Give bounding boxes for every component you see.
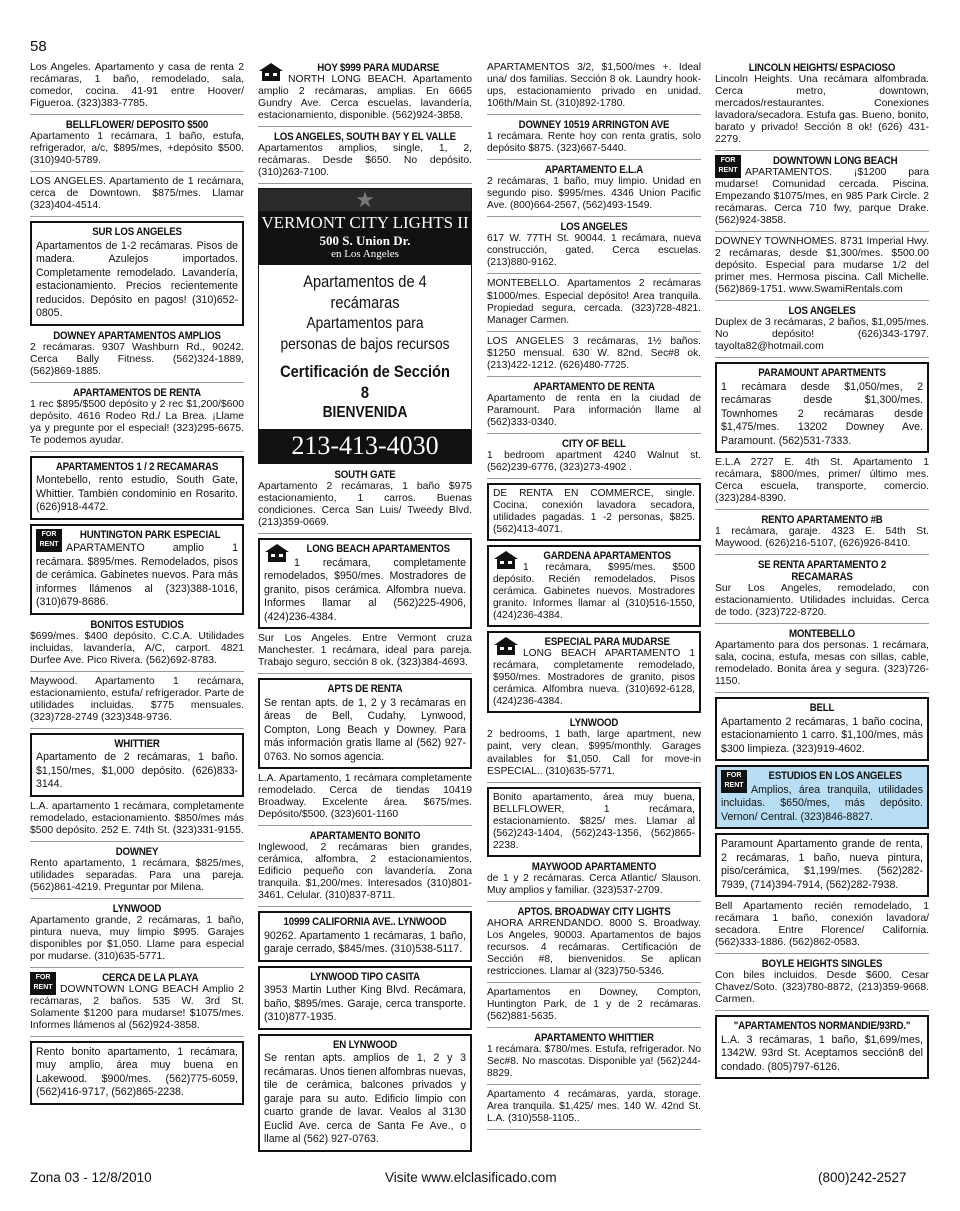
column-4 xyxy=(715,62,929,1083)
listing-heading: DOWNTOWN LONG BEACH xyxy=(772,155,898,167)
listing-heading: APTS DE RENTA xyxy=(327,683,403,695)
banner-address: 500 S. Union Dr. xyxy=(319,233,411,248)
listing-c14 xyxy=(487,861,701,902)
listing-heading: APARTAMENTO BONITO xyxy=(309,830,421,842)
listing-body: 1 bedroom apartment 4240 Walnut st. (562)239-6776, (323)273-4902 . xyxy=(487,449,701,473)
listing-a07 xyxy=(30,456,244,520)
listing-body: APARTAMENTOS. ¡$1200 para mudarse! Comunidad cercada. Piscina. Empezando $1075/mes, en 985 Park Circle. 2 recámaras. Cerca 710 fwy, parque Drake. (562)924-3858. xyxy=(715,167,929,226)
listing-body: APARTAMENTO amplio 1 recámara. $895/mes. Remodelados, pisos de cerámica. Gabinetes nuevos. Para más informes llámenos al (323)388-1016, (310)679-8686. xyxy=(36,542,238,608)
listing-b02 xyxy=(258,131,472,184)
listing-body: DOWNTOWN LONG BEACH Amplio 2 recámaras, 2 baños. 535 W. 3rd St. Solamente $1200 para mudarse! $1075/mes. Informes llámenos al (562)924-3858. xyxy=(30,983,244,1031)
listing-heading: RENTO APARTAMENTO #B xyxy=(761,514,883,526)
listing-d14 xyxy=(715,958,929,1011)
listing-b11 xyxy=(258,1034,472,1152)
listing-body: Apartamento 2 recámaras, 1 baño $975 estacionamiento, 1 carros. Buenas condiciones. Cerca San Luis/ Tweedy Blvd. (213)359-0669. xyxy=(258,481,472,528)
listing-a15 xyxy=(30,972,244,1037)
listing-c10 xyxy=(487,545,701,627)
listing-c01: APARTAMENTOS 3/2, $1,500/mes +. Ideal una/ dos familias. Sección 8 ok. Laundry hook-ups, estacionamiento privado en unidad. 106th/Main St. (310)892-1780. xyxy=(487,62,701,115)
listing-b01 xyxy=(258,62,472,127)
listing-heading: LYNWOOD xyxy=(112,902,162,915)
listing-heading: APTOS. BROADWAY CITY LIGHTS xyxy=(517,905,671,918)
listing-body: Lincoln Heights. Una recámara alfombrada. Cerca metro, downtown, mercados/restaurantes. Conexiones lavadora/secadora. Estufa gas. Bueno, bonito, barato y privado! Sección 8 ok! (626) 431-2279. xyxy=(715,74,929,145)
listing-a10: Maywood. Apartamento 1 recámara, estacionamiento, estufa/ refrigerador. Parte de utilidades incluidas. $775 mensuales. (323)728-2749 (323)348-9736. xyxy=(30,676,244,729)
listing-heading: APARTAMENTO WHITTIER xyxy=(534,1032,654,1045)
star-icon: ★ xyxy=(355,187,375,212)
listing-body: Apartamentos de 1-2 recámaras. Pisos de madera. Azulejos importados. Completamente remodelado. Lavandería, estacionamiento. Precios recientemente reducidos. Depósito en pagos! (310)652-0805. xyxy=(36,239,238,319)
listing-a13 xyxy=(30,846,244,899)
vermont-city-lights-ad xyxy=(258,188,472,464)
listing-heading: PARAMOUNT APARTMENTS xyxy=(758,367,886,379)
listing-c13: Bonito apartamento, área muy buena, BELLFLOWER, 1 recámara, estacionamiento. $825/ mes. Llamar al (562)243-1404, (562)243-1356, (562)865-2238. xyxy=(487,787,701,857)
listing-d04 xyxy=(715,305,929,358)
listing-body: Amplios, área tranquila, utilidades incluidas. $650/mes, más depósito. Vernon/ Central. (323)846-8827. xyxy=(721,783,923,823)
listing-d11 xyxy=(715,765,929,829)
listing-heading: LINCOLN HEIGHTS/ ESPACIOSO xyxy=(748,62,896,74)
listing-heading: DOWNEY APARTAMENTOS AMPLIOS xyxy=(53,329,221,342)
banner-line-2: Apartamentos para personas de bajos recursos xyxy=(280,315,450,353)
listing-body: 1 rec $895/$500 depósito y 2 rec $1,200/$600 depósito. 4616 Rodeo Rd./ La Brea. ¡Llame ya y pregunte por el especial! (323)295-6675. Te podemos ayudar. xyxy=(30,398,244,446)
listing-body: Se rentan apts. de 1, 2 y 3 recámaras en áreas de Bell, Cudahy, Lynwood, Compton, Long Beach y Downey. Para más información gratis llame al (562) 927-0763. No somos agencia. xyxy=(264,696,466,763)
listing-c04 xyxy=(487,221,701,274)
listing-a05 xyxy=(30,330,244,383)
listing-d05 xyxy=(715,362,929,453)
listing-b05: Sur Los Angeles. Entre Vermont cruza Manchester. 1 recámara, ideal para pareja. Trabajo seguro, sección 8 ok. (323)384-4693. xyxy=(258,633,472,674)
listing-heading: BELL xyxy=(809,702,835,714)
listing-heading: SOUTH GATE xyxy=(334,469,396,481)
listing-a06 xyxy=(30,387,244,452)
listing-d07 xyxy=(715,514,929,555)
listing-d08 xyxy=(715,559,929,624)
listing-body: 2 bedrooms, 1 bath, large apartment, new paint, very clean, $995/monthly. Garages availables for $1,050. Call for move-in ESPECIAL.. (310)635-5771. xyxy=(487,729,701,777)
listing-body: 617 W. 77TH St. 90044. 1 recámara, nueva construcción, gated. Cerca escuelas. (213)880-9162. xyxy=(487,233,701,269)
listing-body: Apartamentos amplios, single, 1, 2, recámaras. Desde $650. No depósito. (310)263-7100. xyxy=(258,143,472,178)
banner-line-1: Apartamentos de 4 recámaras xyxy=(303,272,427,312)
listing-c11 xyxy=(487,631,701,713)
banner-phone: 213-413-4030 xyxy=(291,431,439,460)
banner-city: en Los Angeles xyxy=(331,248,399,260)
listing-c17 xyxy=(487,1032,701,1085)
listing-heading: CERCA DE LA PLAYA xyxy=(102,971,199,984)
listing-a02 xyxy=(30,119,244,172)
listing-heading: GARDENA APARTAMENTOS xyxy=(543,550,671,563)
listing-d13: Bell Apartamento recién remodelado, 1 recámara 1 baño, conexión lavadora/ secadora. Entre Florence/ California. (562)333-1886. (562)862-0583. xyxy=(715,901,929,954)
listing-heading: BELLFLOWER/ DEPOSITO $500 xyxy=(65,119,209,131)
listing-heading: LONG BEACH APARTAMENTOS xyxy=(306,543,450,555)
listing-a11 xyxy=(30,733,244,797)
listing-b06 xyxy=(258,678,472,769)
listing-body: $699/mes. $400 depósito. C.C.A. Utilidades incluidas, lavandería, A/C, carport. 4821 Durfee Ave. Pico Rivera. (562)692-8783. xyxy=(30,630,244,666)
banner-title: VERMONT CITY LIGHTS II xyxy=(261,213,469,232)
listing-body: NORTH LONG BEACH. Apartamento amplio 2 recámaras, amplias. En 6665 Gundry Ave. Cerca escuelas, lavandería, estacionamiento, disponible. (562)924-3858. xyxy=(258,74,472,121)
listing-d10 xyxy=(715,697,929,761)
listing-body: 1 recámara, $995/mes. $500 depósito. Recién remodelados. Pisos cerámica. Gabinetes nuevos. Mostradores granito. Informes llamar al (310)516-1550, (424)236-4384. xyxy=(493,562,695,622)
listing-body: AHORA ARRENDANDO. 8000 S. Broadway. Los Angeles, 90003. Apartamentos de bajos recursos. 4 recámaras. Certificación de Sección #8, bienvenidos. Se aplican restricciones. Llamar al (323)750-5346. xyxy=(487,917,701,977)
listing-c12 xyxy=(487,717,701,782)
listing-c15 xyxy=(487,906,701,983)
listing-b10 xyxy=(258,966,472,1030)
column-2 xyxy=(258,62,472,1156)
listing-heading: "APARTAMENTOS NORMANDIE/93RD." xyxy=(733,1020,911,1032)
listing-d12: Paramount Apartamento grande de renta, 2 recámaras, 1 baño, nueva pintura, piso/cerámica, $1,199/mes. (562)282-7939, (714)394-7914, (562)282-7938. xyxy=(715,833,929,897)
listing-body: Duplex de 3 recámaras, 2 baños, $1,095/mes. No depósito! (626)343-1797. tayolta82@hotmail.com xyxy=(715,317,929,352)
for-rent-badge: FOR RENT xyxy=(715,155,741,178)
listing-d01 xyxy=(715,62,929,151)
listing-heading: APARTAMENTOS 1 / 2 RECAMARAS xyxy=(55,460,219,473)
listing-heading: DOWNEY xyxy=(115,845,159,858)
footer-phone: (800)242-2527 xyxy=(818,1170,907,1185)
listing-b03 xyxy=(258,469,472,534)
listing-d02 xyxy=(715,155,929,232)
for-rent-badge: FOR RENT xyxy=(36,529,62,552)
listing-body: 1 recámara. $780/mes. Estufa, refrigerador. No Sec#8. No mascotas. Disponible ya! (562)244-8829. xyxy=(487,1044,701,1080)
footer-zone-date: Zona 03 - 12/8/2010 xyxy=(30,1170,152,1185)
listing-heading: HOY $999 PARA MUDARSE xyxy=(317,62,440,74)
listing-heading: DOWNEY 10519 ARRINGTON AVE xyxy=(518,119,670,132)
banner-body xyxy=(259,265,471,429)
listing-c06: LOS ANGELES 3 recámaras, 1½ baños. $1250 mensual. 630 W. 82nd. Sec#8 ok. (213)422-1212. (626)480-7725. xyxy=(487,336,701,377)
listing-heading: ESTUDIOS EN LOS ANGELES xyxy=(768,770,902,782)
listing-d15 xyxy=(715,1015,929,1079)
listing-heading: MONTEBELLO xyxy=(789,628,855,640)
listing-body: 1 recámara, garaje. 4323 E. 54th St. Maywood. (626)216-5107, (626)926-8410. xyxy=(715,526,929,549)
listing-heading: LYNWOOD xyxy=(569,717,619,730)
for-rent-badge: FOR RENT xyxy=(30,972,56,995)
listing-body: 1 recámara. Rente hoy con renta gratis, solo depósito $875. (323)667-5440. xyxy=(487,131,701,155)
listing-body: 3953 Martin Luther King Blvd. Recámara, baño, $895/mes. Garaje, cerca transporte. (310)877-1935. xyxy=(264,984,466,1023)
listing-a09 xyxy=(30,619,244,672)
listing-body: Apartamento 1 recámara, 1 baño, estufa, refrigerador, a/c, $895/mes, +depósito $500. (310)940-5789. xyxy=(30,131,244,166)
listing-a16: Rento bonito apartamento, 1 recámara, muy amplio, área muy buena en Lakewood. $900/mes. (562)775-6059, (562)416-9717, (562)865-2238. xyxy=(30,1041,244,1105)
listing-heading: EN LYNWOOD xyxy=(332,1038,398,1051)
listing-body: Rento apartamento, 1 recámara, $825/mes, utilidades separadas. Para una pareja. (562)861-4219. Preguntar por Milena. xyxy=(30,857,244,893)
for-rent-badge: FOR RENT xyxy=(721,770,747,793)
listing-heading: APARTAMENTOS DE RENTA xyxy=(73,386,201,399)
listing-b09 xyxy=(258,911,472,962)
listing-a03: LOS ANGELES. Apartamento de 1 recámara, cerca de Downtown. $875/mes. Llamar (323)404-4514. xyxy=(30,176,244,217)
listing-body: Montebello, rento estudio, South Gate, Whittier. También condominio en Rosarito. (626)918-4472. xyxy=(36,474,238,513)
listing-c02 xyxy=(487,119,701,160)
column-1 xyxy=(30,62,244,1109)
listing-heading: HUNTINGTON PARK ESPECIAL xyxy=(79,528,221,541)
listing-d03: DOWNEY TOWNHOMES. 8731 Imperial Hwy. 2 recámaras, desde $1,300/mes. $500.00 depósito. Especial para mudarse 1/2 del primer mes. Hermosa piscina. Call Michelle. (562)869-1751. www.SwamiRentals.com xyxy=(715,236,929,301)
listing-d06: E.L.A 2727 E. 4th St. Apartamento 1 recámara, $800/mes, primer/ último mes. Cerca escuela, transporte, comercio. (323)284-8390. xyxy=(715,457,929,510)
footer-website: Visite www.elclasificado.com xyxy=(385,1170,557,1185)
listing-body: Apartamento 2 recámaras, 1 baño cocina, estacionamiento 1 carro. $1,100/mes, más $300 limpieza. (323)919-4602. xyxy=(721,715,923,755)
listing-body: Con biles incluidos. Desde $600. Cesar Chavez/Soto. (323)780-8872, (213)359-9668. Carmen. xyxy=(715,970,929,1005)
listing-heading: 10999 CALIFORNIA AVE.. LYNWOOD xyxy=(283,916,447,928)
listing-c18: Apartamento 4 recámaras, yarda, storage. Area tranquila. $1,425/ mes. 140 W. 42nd St. L.A. (310)558-1105.. xyxy=(487,1089,701,1130)
listing-heading: SE RENTA APARTAMENTO 2 RECAMARAS xyxy=(757,559,887,583)
listing-c16: Apartamentos en Downey, Compton, Huntington Park, de 1 y de 2 recámaras. (562)881-5635. xyxy=(487,987,701,1028)
listing-heading: SUR LOS ANGELES xyxy=(92,226,182,238)
listing-heading: LOS ANGELES xyxy=(560,221,628,234)
listing-c07 xyxy=(487,381,701,434)
listing-body: 1 recámara desde $1,050/mes, 2 recámaras desde $1,300/mes. Townhomes 2 recámaras desde $1,475/mes. 13202 Downey Ave. Paramount. (562)531-7333. xyxy=(721,380,923,447)
listing-body: Se rentan apts. amplios de 1, 2 y 3 recámaras. Unos tienen alfombras nuevas, tile de cerámica, balcones privados y garaje para su auto. Edificio limpio con cuarto grande de lavar. Vealos al 3130 Euclid Ave. cerca de Santa Fe Ave., o llame al (562) 927-0763. xyxy=(264,1052,466,1145)
listing-body: Inglewood, 2 recámaras bien grandes, cerámica, alfombra, 2 estacionamientos. Edificio pequeño con lavandería. Zona tranquila. $1,200/mes. Interesados (310)801-3461. Celular. (310)837-8711. xyxy=(258,842,472,901)
listing-heading: ESPECIAL PARA MUDARSE xyxy=(544,636,670,649)
listing-body: de 1 y 2 recámaras. Cerca Atlantic/ Slauson. Muy amplios y familiar. (323)537-2709. xyxy=(487,872,701,896)
listing-heading: WHITTIER xyxy=(114,737,160,750)
listing-a04 xyxy=(30,221,244,326)
listing-heading: APARTAMENTO DE RENTA xyxy=(533,380,655,393)
listing-body: 2 recámaras. 9307 Washburn Rd., 90242. Cerca Bally Fitness. (562)324-1889, (562)869-1885. xyxy=(30,341,244,377)
listing-heading: CITY OF BELL xyxy=(562,437,626,450)
listing-heading: BOYLE HEIGHTS SINGLES xyxy=(761,958,883,970)
listing-body: Apartamento de renta en la ciudad de Paramount. Para información llame al (562)333-0340. xyxy=(487,392,701,428)
listing-a14 xyxy=(30,903,244,968)
listing-body: L.A. 3 recámaras, 1 baño, $1,699/mes, 1342W. 93rd St. Aceptamos sección8 del condado. (805)797-6126. xyxy=(721,1033,923,1073)
listing-heading: MAYWOOD APARTAMENTO xyxy=(531,860,657,873)
listing-heading: APARTAMENTO E.L.A xyxy=(544,164,644,177)
listing-body: Apartamento grande, 2 recámaras, 1 baño, pintura nueva, muy limpio $995. Garajes disponibles por $1,050. Llame para especial por mudarse. (310)635-5771. xyxy=(30,914,244,962)
listing-c08 xyxy=(487,438,701,479)
listing-body: 1 recámara, completamente remodelados, $950/mes. Mostradores de granito, pisos cerámica. Alfombra nueva. Informes llamar al (562)225-4906, (424)236-4384. xyxy=(264,556,466,623)
banner-top xyxy=(259,189,471,211)
listing-heading: LYNWOOD TIPO CASITA xyxy=(310,970,420,983)
listing-body: 90262. Apartamento 1 recámaras, 1 baño, garaje cerrado, $845/mes. (310)538-5117. xyxy=(264,929,466,955)
page-number: 58 xyxy=(30,38,47,55)
listing-heading: LOS ANGELES, SOUTH BAY Y EL VALLE xyxy=(274,131,456,143)
listing-b08 xyxy=(258,830,472,907)
listing-b07: L.A. Apartamento, 1 recámara completamente remodelado. Cerca de tiendas 10419 Broadway. Excelente área. $675/mes. Depósito/$500. (323)601-1160 xyxy=(258,773,472,826)
listing-b04 xyxy=(258,538,472,629)
listing-c03 xyxy=(487,164,701,217)
column-3 xyxy=(487,62,701,1134)
listing-a08 xyxy=(30,524,244,615)
banner-line-3: Certificación de Sección 8 xyxy=(280,362,450,402)
listing-body: Sur Los Angeles, remodelado, con estacionamiento. Utilidades incluidas. Cerca de todo. (323)722-8720. xyxy=(715,583,929,618)
listing-d09 xyxy=(715,628,929,693)
listing-body: 2 recámaras, 1 baño, muy limpio. Unidad en segundo piso. $995/mes. 4346 Union Pacific Ave. (800)664-2567, (562)493-1549. xyxy=(487,176,701,212)
listing-c09: DE RENTA EN COMMERCE, single. Cocina, conexión lavadora secadora, utilidades pagadas. 1 -2 personas, $825. (562)413-4071. xyxy=(487,483,701,541)
listing-body: Apartamento de 2 recámaras, 1 baño. $1,150/mes, $1,000 depósito. (626)833-3144. xyxy=(36,751,238,790)
banner-line-4: BIENVENIDA xyxy=(322,404,408,421)
listing-heading: LOS ANGELES xyxy=(788,305,856,317)
listing-body: LONG BEACH APARTAMENTO 1 recámara, completamente remodelado, $950/mes. Mostradores de granito, pisos cerámica. Alfombra nueva. (310)692-6128, (424)236-4384. xyxy=(493,648,695,708)
listing-heading: BONITOS ESTUDIOS xyxy=(90,618,184,631)
listing-a12: L.A. apartamento 1 recámara, completamente remodelado, estacionamiento. $850/mes más $500 depósito. 252 E. 74th St. (323)331-9155. xyxy=(30,801,244,842)
listing-body: Apartamento para dos personas. 1 recámara, sala, cocina, estufa, mesas con sillas, cable, remodelado. Bonita área y segura. (323)726-1150. xyxy=(715,640,929,687)
listing-c05: MONTEBELLO. Apartamentos 2 recámaras $1000/mes. Especial depósito! Area tranquila. Propiedad segura, cercada. (323)728-4821. Manager Carmen. xyxy=(487,278,701,331)
listing-a01: Los Angeles. Apartamento y casa de renta 2 recámaras, 1 baño, remodelado, sala, comedor, cocina. 41-91 entre Hoover/ Figueroa. (323)383-7785. xyxy=(30,62,244,115)
